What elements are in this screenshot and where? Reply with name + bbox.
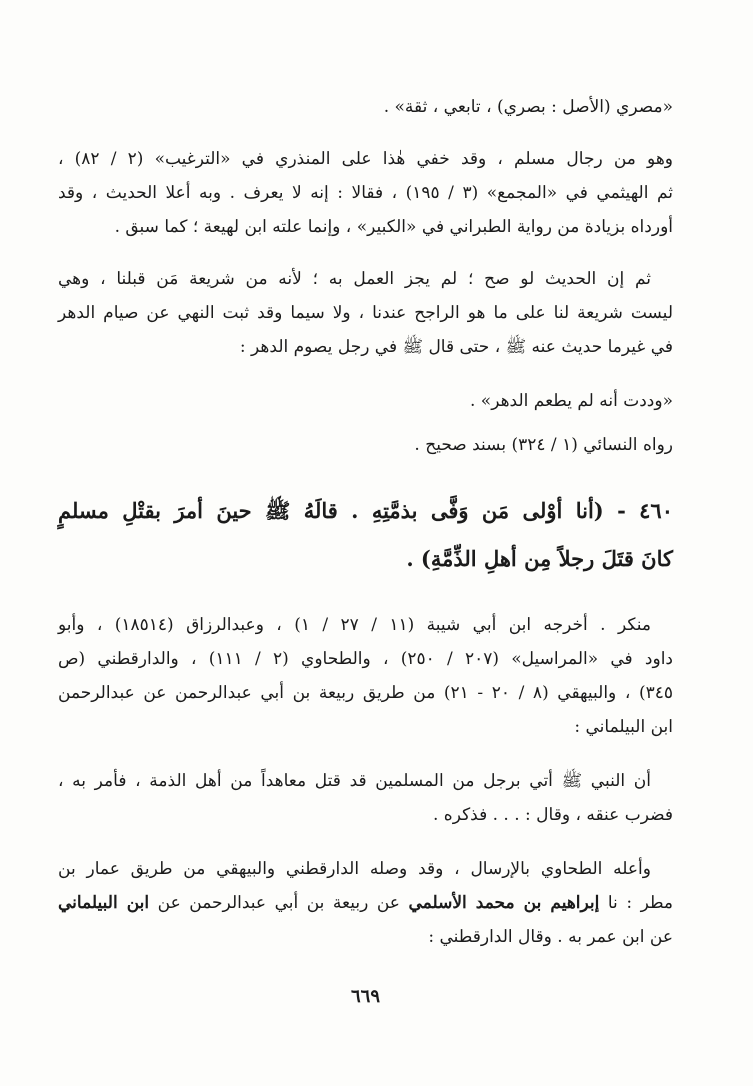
text-line: «وددت أنه لم يطعم الدهر» . xyxy=(469,391,673,411)
text-line: داود في «المراسيل» (٢٠٧ / ٢٥٠) ، والطحاوي (٢ / ١١١) ، والدارقطني (ص xyxy=(58,649,673,669)
text-line: وهو من رجال مسلم ، وقد خفي هٰذا على المنذري في «الترغيب» (٢ / ٨٢) ، xyxy=(58,149,673,169)
book-page xyxy=(58,0,673,1086)
text-line: رواه النسائي (١ / ٣٢٤) بسند صحيح . xyxy=(414,435,673,455)
text-line: أورداه بزيادة من رواية الطبراني في «الكبير» ، وإنما علته ابن لهيعة ؛ كما سبق . xyxy=(114,217,673,237)
text-line: ٣٤٥) ، والبيهقي (٨ / ٢٠ - ٢١) من طريق ربيعة بن أبي عبدالرحمن عن عبدالرحمن xyxy=(58,683,673,703)
text-line: عن ابن عمر به . وقال الدارقطني : xyxy=(428,927,673,947)
text-line xyxy=(58,890,673,916)
text-line: أن النبي ﷺ أتي برجل من المسلمين قد قتل معاهداً من أهل الذمة ، فأمر به ، xyxy=(58,771,651,791)
text-line: ليست شريعة لنا على ما هو الراجح عندنا ، ولا سيما وقد ثبت النهي عن صيام الدهر xyxy=(58,303,673,323)
text-segment: مطر : نا xyxy=(599,893,673,913)
text-segment: عن ربيعة بن أبي عبدالرحمن عن xyxy=(149,893,409,913)
narrator-name: إبراهيم بن محمد الأسلمي xyxy=(408,893,600,913)
text-line: في غيرما حديث عنه ﷺ ، حتى قال ﷺ في رجل يصوم الدهر : xyxy=(239,337,673,357)
text-line: ثم إن الحديث لو صح ؛ لم يجز العمل به ؛ لأنه من شريعة مَن قبلنا ، وهي xyxy=(58,269,651,289)
text-line: فضرب عنقه ، وقال : . . . فذكره . xyxy=(432,805,673,825)
text-line: وأعله الطحاوي بالإرسال ، وقد وصله الدارقطني والبيهقي من طريق عمار بن xyxy=(58,859,651,879)
text-line: «مصري (الأصل : بصري) ، تابعي ، ثقة» . xyxy=(383,97,673,117)
narrator-name: ابن البيلماني xyxy=(58,893,150,913)
hadith-heading: ٤٦٠ - (أنا أوْلى مَن وَفَّى بذمَّتِهِ . قالَهُ ﷺ حينَ أمرَ بقتْلِ مسلمٍ xyxy=(58,498,673,523)
text-line: منكر . أخرجه ابن أبي شيبة (١١ / ٢٧ / ١) ، وعبدالرزاق (١٨٥١٤) ، وأبو xyxy=(58,615,651,635)
hadith-heading: كانَ قتَلَ رجلاً مِن أهلِ الذِّمَّةِ) . xyxy=(406,546,673,571)
text-line: ثم الهيثمي في «المجمع» (٣ / ١٩٥) ، فقالا : إنه لا يعرف . وبه أعلا الحديث ، وقد xyxy=(58,183,673,203)
page-number: ٦٦٩ xyxy=(350,986,380,1007)
text-line: ابن البيلماني : xyxy=(574,717,673,737)
